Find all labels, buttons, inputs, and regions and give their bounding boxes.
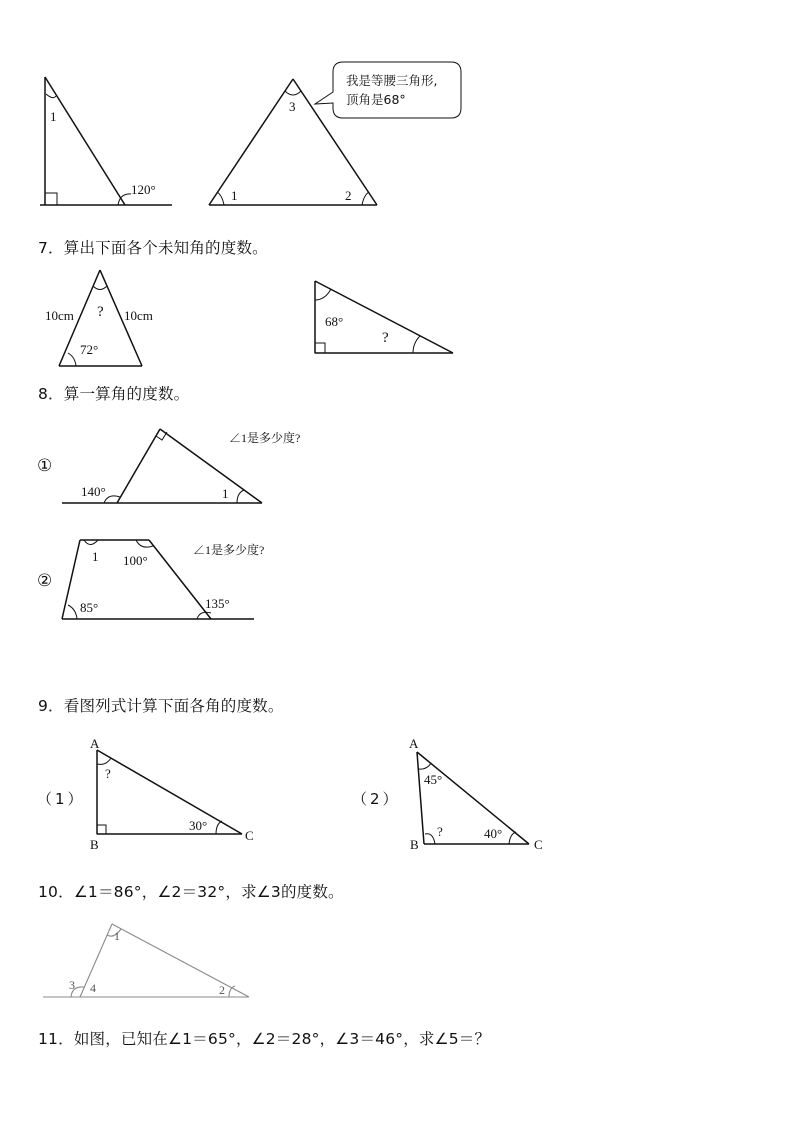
q9-figure-2 xyxy=(417,752,529,844)
bubble-line-2: 顶角是68° xyxy=(346,92,406,107)
q8-item-1-question: ∠1是多少度? xyxy=(229,431,301,445)
angle-120-label: 120° xyxy=(131,182,156,197)
question-9: 9．看图列式计算下面各角的度数。 xyxy=(38,697,284,715)
q10-angle-2: 2 xyxy=(219,983,225,997)
q8-item-1-140: 140° xyxy=(81,484,106,499)
q7-rt-unknown: ? xyxy=(382,330,389,346)
q9-f2-B: B xyxy=(410,837,419,852)
question-7: 7．算出下面各个未知角的度数。 xyxy=(38,239,268,257)
q9-f1-B: B xyxy=(90,837,99,852)
q8-item-2-85: 85° xyxy=(80,600,99,615)
q9-f1-C: C xyxy=(245,828,254,843)
q10-angle-3: 3 xyxy=(69,978,75,992)
angle-1-label: 1 xyxy=(50,109,57,124)
q9-f1-A: A xyxy=(90,736,100,751)
q8-item-1-angle1: 1 xyxy=(222,486,229,501)
speech-bubble-text xyxy=(346,71,437,109)
q9-f2-unknown: ? xyxy=(437,824,443,839)
iso-angle-1-label: 1 xyxy=(231,188,238,203)
q8-item-2-question: ∠1是多少度? xyxy=(193,543,265,557)
iso-angle-3-label: 3 xyxy=(289,99,296,114)
q7-rt-angle-68: 68° xyxy=(325,314,344,329)
q7-base-angle: 72° xyxy=(80,342,99,357)
bubble-line-1: 我是等腰三角形, xyxy=(346,73,438,88)
q8-item-2-135: 135° xyxy=(205,596,230,611)
q9-f2-45: 45° xyxy=(424,772,443,787)
q9-f1-unknown: ? xyxy=(105,766,111,781)
q9-f2-C: C xyxy=(534,837,543,852)
q9-f2-A: A xyxy=(409,736,419,751)
q8-item-2-angle1: 1 xyxy=(92,549,99,564)
q8-item-1-marker: ① xyxy=(37,456,53,476)
q7-side-right: 10cm xyxy=(124,308,153,323)
q8-item-2-100: 100° xyxy=(123,553,148,568)
q7-side-left: 10cm xyxy=(45,308,74,323)
q9-part-2: （2） xyxy=(352,790,401,808)
q9-f1-30: 30° xyxy=(189,818,208,833)
q10-angle-4: 4 xyxy=(90,981,96,995)
q10-angle-1: 1 xyxy=(114,929,120,943)
q7-apex-unknown: ? xyxy=(97,304,104,320)
iso-angle-2-label: 2 xyxy=(345,188,352,203)
question-11: 11．如图，已知在∠1＝65°，∠2＝28°，∠3＝46°，求∠5＝？ xyxy=(38,1030,491,1048)
question-10: 10．∠1＝86°，∠2＝32°，求∠3的度数。 xyxy=(38,883,344,901)
q9-figure-1 xyxy=(97,750,242,834)
q9-part-1: （1） xyxy=(37,790,86,808)
q8-item-2-marker: ② xyxy=(37,571,53,591)
q9-f2-40: 40° xyxy=(484,826,503,841)
question-8: 8．算一算角的度数。 xyxy=(38,385,190,403)
